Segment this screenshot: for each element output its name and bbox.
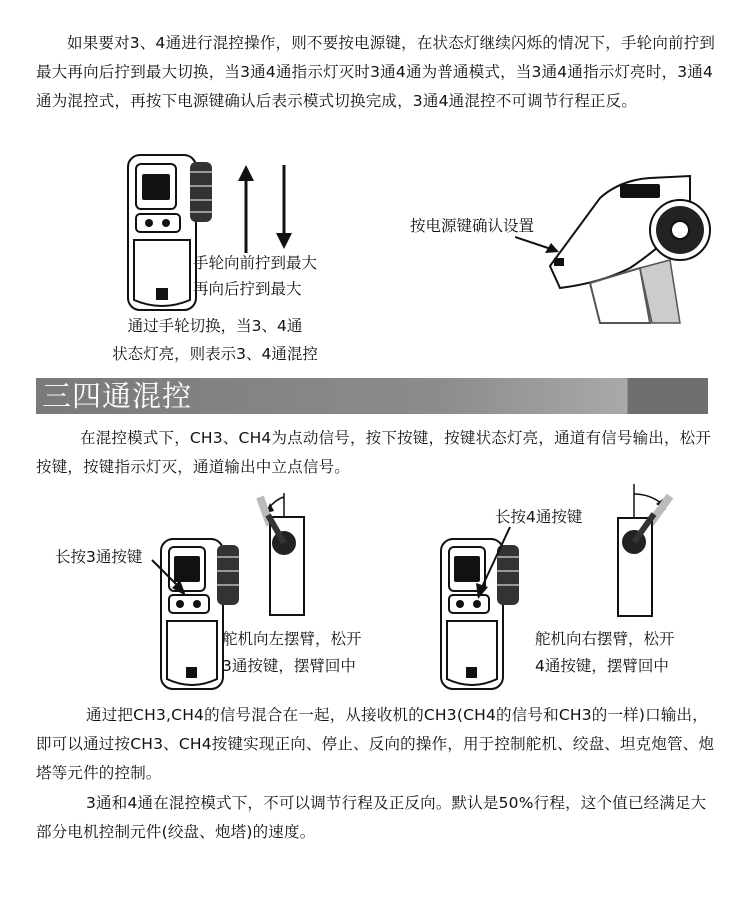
paragraph-2: 通过把CH3,CH4的信号混合在一起，从接收机的CH3(CH4的信号和CH3的一样)口输出，即可以通过按CH3、CH4按键实现正向、停止、反向的操作，用于控制舵机、绞盘、坦克炮管、炮塔等元件的控制。 bbox=[36, 706, 715, 782]
section-title: 三四通混控 bbox=[42, 379, 193, 413]
servo-right-illustration bbox=[610, 480, 690, 620]
section-paragraph-1: 在混控模式下，CH3、CH4为点动信号，按下按键，按键状态灯亮，通道有信号输出，松开按键，按键指示灯灭，通道输出中立点信号。 bbox=[36, 429, 712, 476]
right-servo-label-2: 4通按键，摆臂回中 bbox=[535, 657, 669, 675]
right-press-label: 长按4通按键 bbox=[495, 508, 583, 526]
up-arrow-icon bbox=[236, 165, 256, 255]
left-servo-label-2: 3通按键，摆臂回中 bbox=[222, 657, 356, 675]
power-key-label: 按电源键确认设置 bbox=[410, 217, 535, 235]
wheel-label-1: 手轮向前拧到最大 bbox=[193, 254, 318, 272]
press-arrow-left-icon bbox=[150, 558, 190, 598]
transmitter-side-illustration bbox=[540, 158, 720, 328]
right-servo-label-1: 舵机向右摆臂，松开 bbox=[535, 630, 675, 648]
wheel-label-2: 再向后拧到最大 bbox=[193, 280, 302, 298]
down-arrow-icon bbox=[274, 165, 294, 250]
figure1-caption-1: 通过手轮切换，当3、4通 bbox=[127, 317, 303, 335]
servo-left-illustration bbox=[240, 485, 315, 620]
paragraph-3: 3通和4通在混控模式下，不可以调节行程及正反向。默认是50%行程，这个值已经满足大部分电机控制元件(绞盘、炮塔)的速度。 bbox=[36, 794, 707, 841]
intro-paragraph: 如果要对3、4通进行混控操作，则不要按电源键，在状态灯继续闪烁的情况下，手轮向前拧到最大再向后拧到最大切换，当3通4通指示灯灭时3通4通为普通模式，当3通4通指示灯亮时，3通4通为混控式，再按下电源键确认后表示模式切换完成，3通4通混控不可调节行程正反。 bbox=[36, 34, 716, 110]
section-banner bbox=[36, 378, 708, 414]
left-servo-label-1: 舵机向左摆臂，松开 bbox=[222, 630, 362, 648]
left-press-label: 长按3通按键 bbox=[55, 548, 143, 566]
figure1-caption-2: 状态灯亮，则表示3、4通混控 bbox=[112, 345, 318, 363]
press-arrow-right-icon bbox=[474, 525, 514, 600]
